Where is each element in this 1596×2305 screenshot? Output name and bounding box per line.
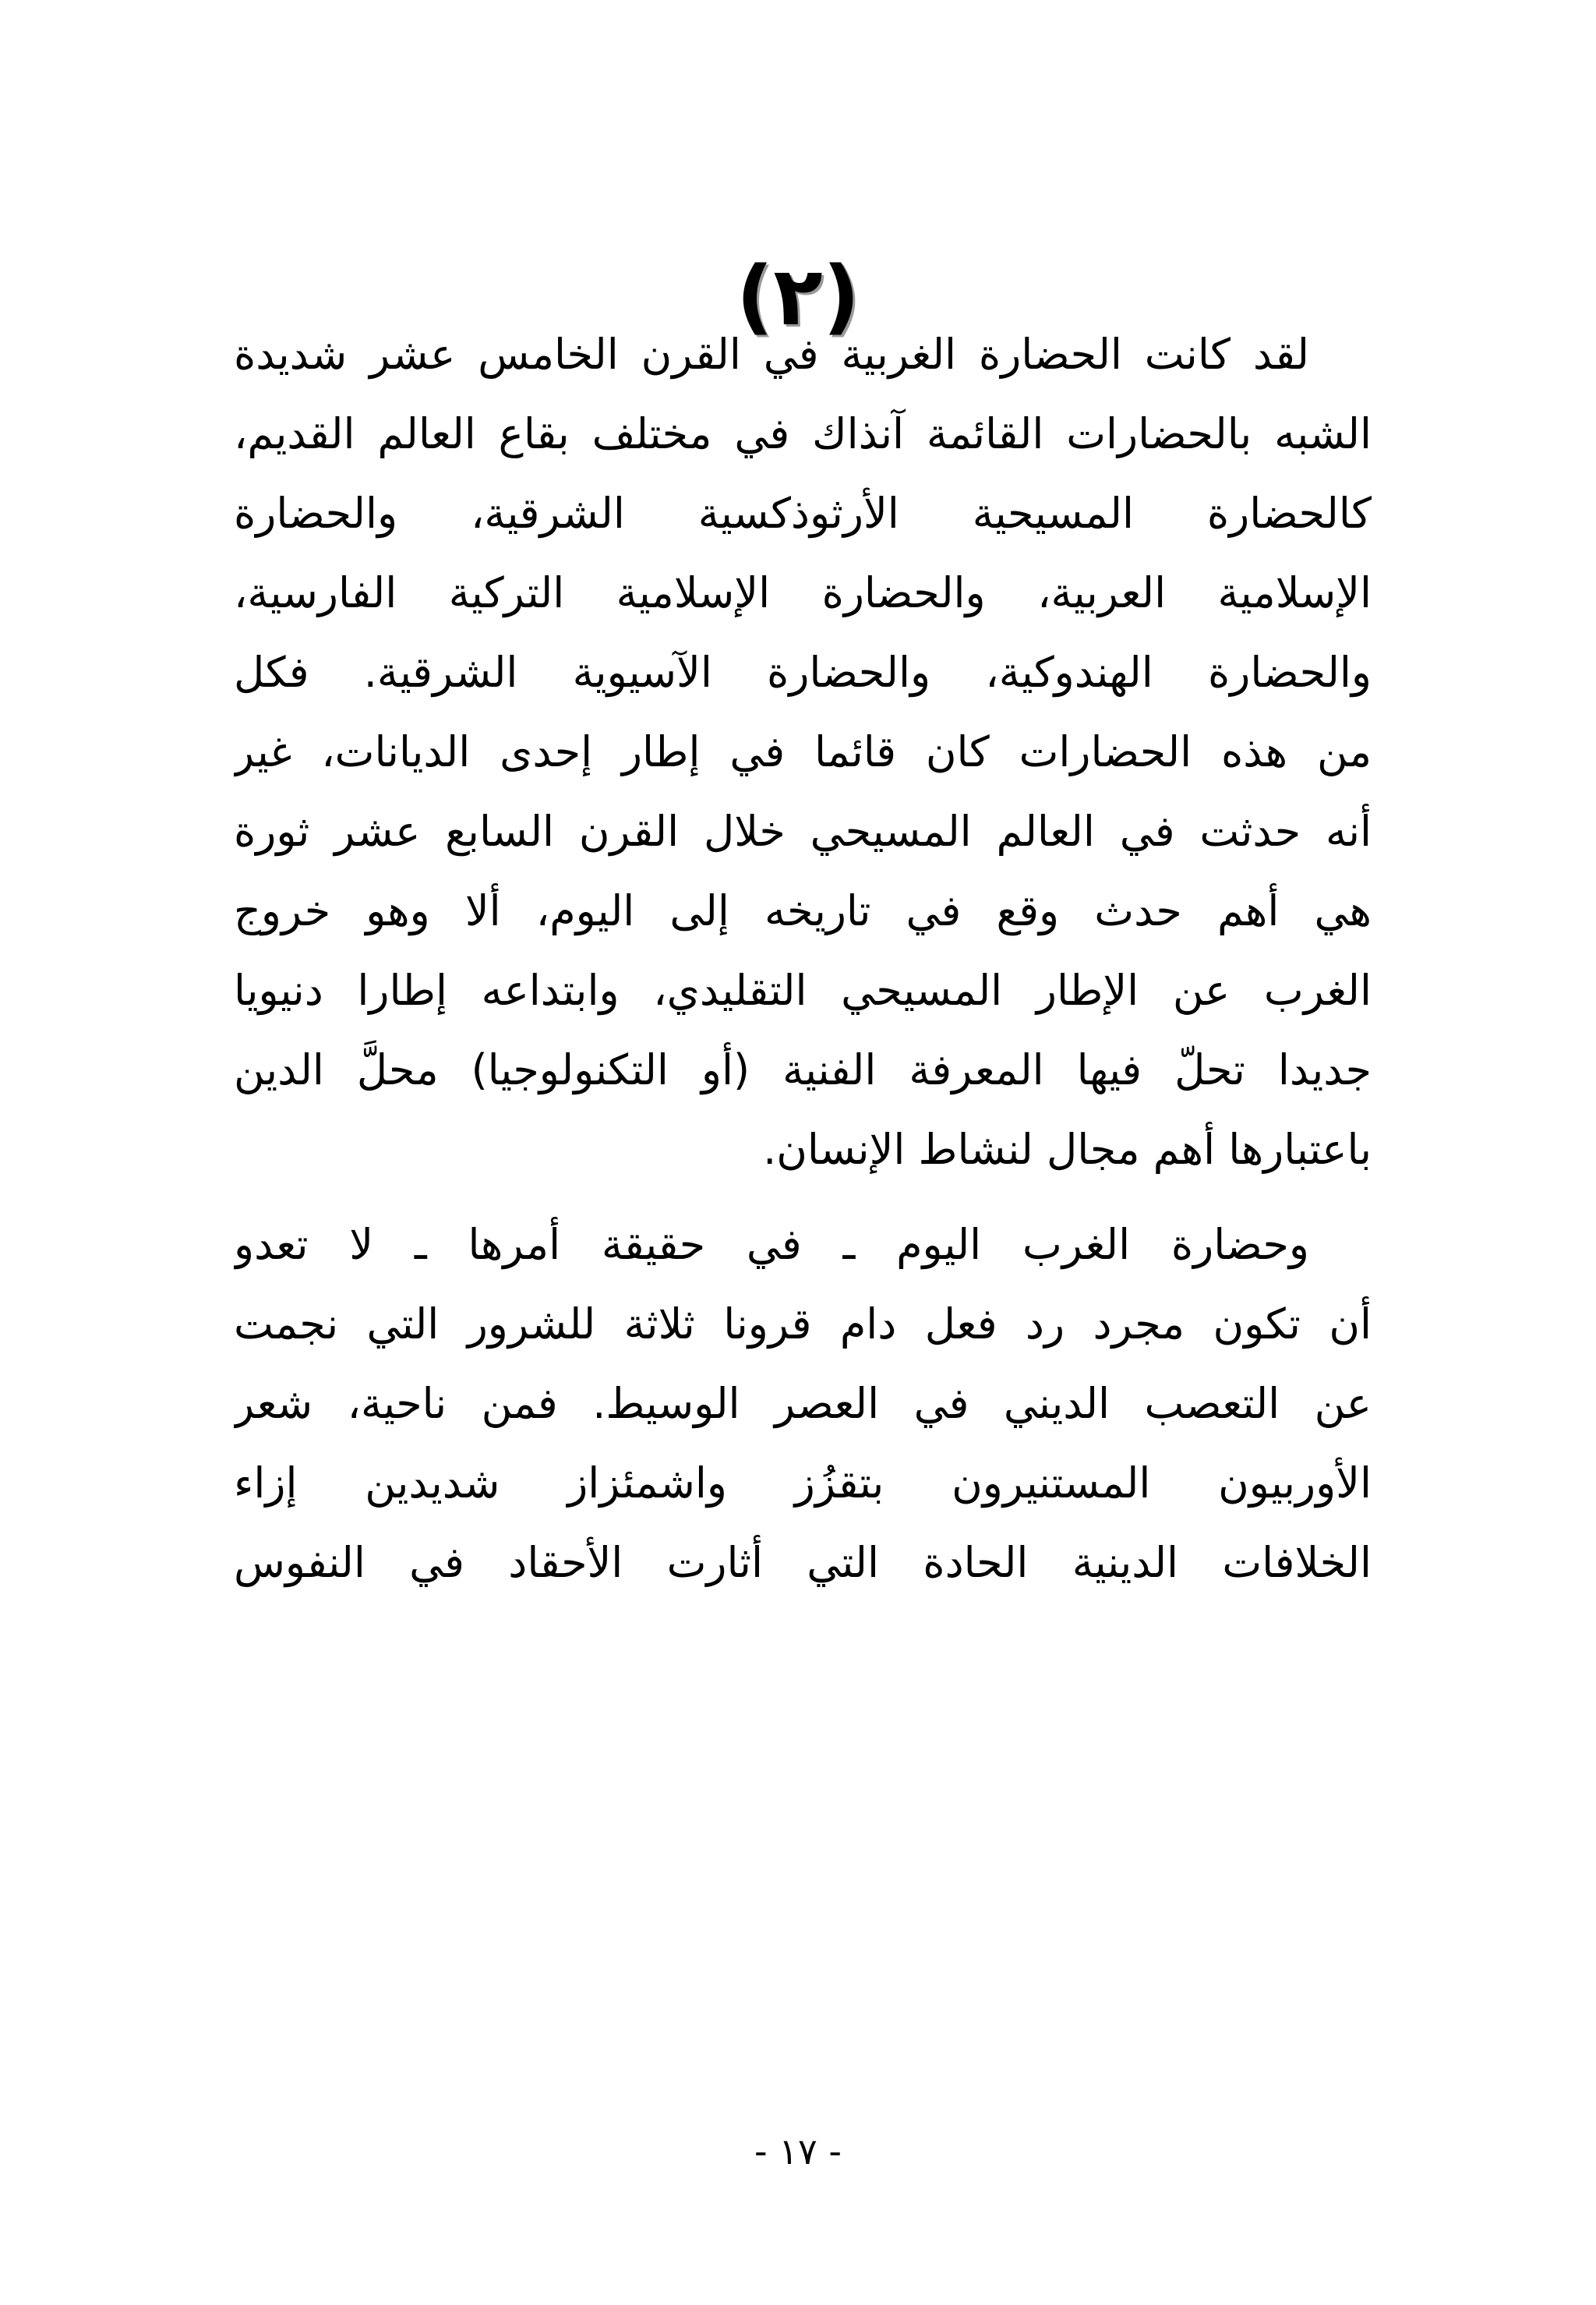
text-line: أنه حدثت في العالم المسيحي خلال القرن السابع عشر ثورة (234, 807, 1372, 856)
text-line: أن تكون مجرد رد فعل دام قرونا ثلاثة للشرور التي نجمت (234, 1299, 1372, 1349)
text-line: جديدا تحلّ فيها المعرفة الفنية (أو التكنولوجيا) محلَّ الدين (234, 1045, 1372, 1094)
text-line: الغرب عن الإطار المسيحي التقليدي، وابتداعه إطارا دنيويا (234, 966, 1372, 1015)
text-line: الأوربيون المستنيرون بتقزُز واشمئزاز شديدين إزاء (234, 1458, 1372, 1508)
text-line: وحضارة الغرب اليوم ـ في حقيقة أمرها ـ لا تعدو (234, 1220, 1309, 1269)
text-line: لقد كانت الحضارة الغربية في القرن الخامس عشر شديدة (234, 330, 1309, 379)
text-line: الخلافات الدينية الحادة التي أثارت الأحقاد في النفوس (234, 1538, 1372, 1587)
chapter-number-heading: (٢) (736, 249, 860, 344)
text-line: باعتبارها أهم مجال لنشاط الإنسان. (763, 1125, 1372, 1174)
body-text (234, 315, 1372, 1618)
text-line: من هذه الحضارات كان قائما في إطار إحدى الديانات، غير (234, 727, 1372, 776)
text-line: هي أهم حدث وقع في تاريخه إلى اليوم، ألا وهو خروج (234, 886, 1372, 935)
text-line: الإسلامية العربية، والحضارة الإسلامية التركية الفارسية، (234, 568, 1372, 617)
paragraph-2 (234, 1205, 1372, 1603)
text-line: الشبه بالحضارات القائمة آنذاك في مختلف بقاع العالم القديم، (234, 409, 1372, 458)
text-line: كالحضارة المسيحية الأرثوذكسية الشرقية، والحضارة (234, 489, 1372, 538)
page-number: - ١٧ - (754, 2130, 842, 2172)
text-line: عن التعصب الديني في العصر الوسيط. فمن ناحية، شعر (234, 1379, 1372, 1428)
paragraph-1 (234, 315, 1372, 1190)
text-line: والحضارة الهندوكية، والحضارة الآسيوية الشرقية. فكل (234, 648, 1372, 697)
